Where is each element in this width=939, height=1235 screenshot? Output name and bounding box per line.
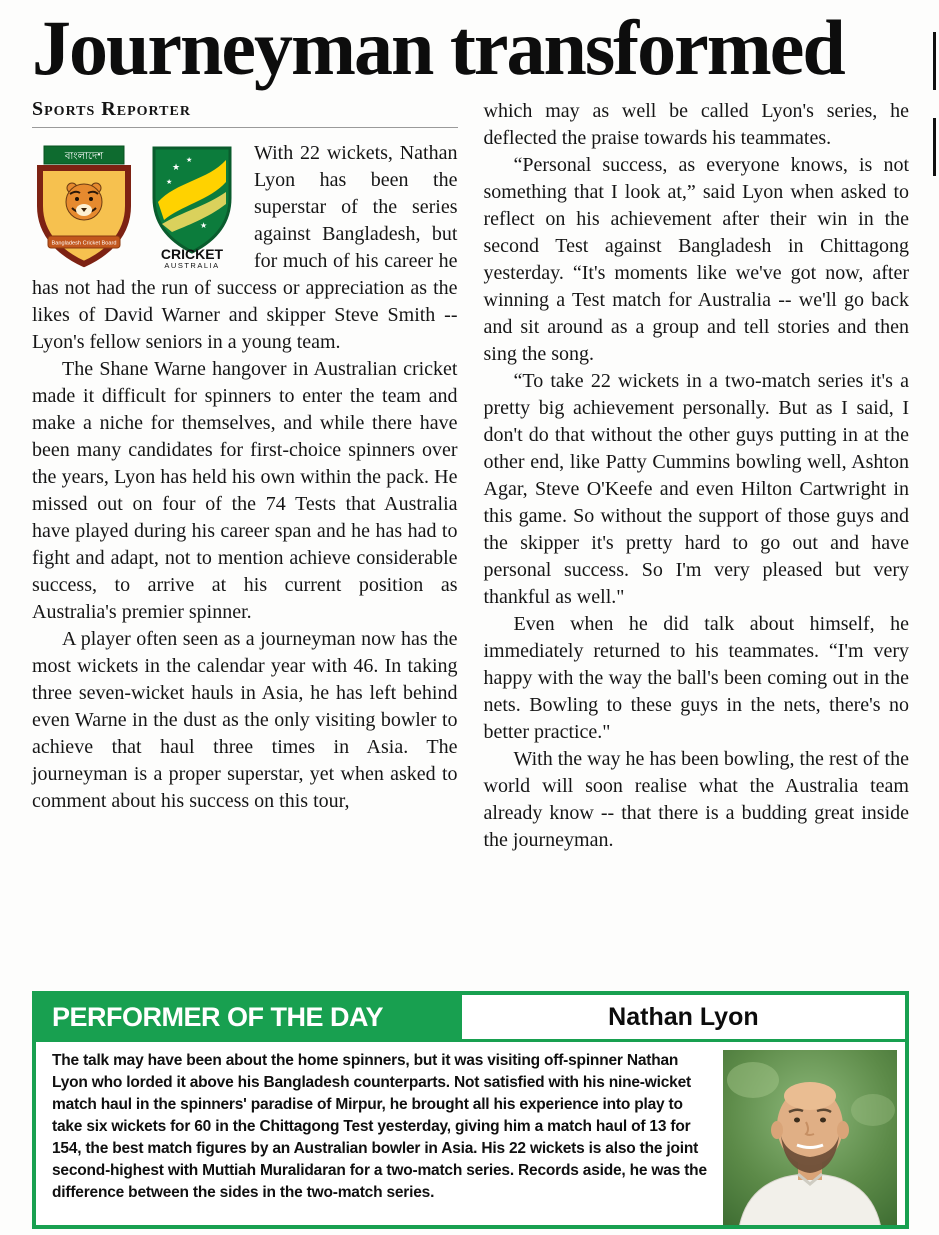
byline: Sports Reporter xyxy=(32,98,458,128)
page-title: Journeyman transformed xyxy=(32,4,844,91)
article-column-2 xyxy=(484,98,910,854)
article-body xyxy=(32,98,909,854)
article-column-1 xyxy=(32,98,458,854)
page-edge-rule-top xyxy=(933,32,936,90)
performer-box-title: PERFORMER OF THE DAY xyxy=(36,995,462,1039)
ca-wordmark-sub: AUSTRALIA xyxy=(164,261,220,271)
nathan-lyon-photo xyxy=(723,1050,897,1217)
team-logos xyxy=(32,140,254,274)
article-paragraph: Even when he did talk about himself, he immediately returned to his teammates. “I'm very happy with the way the ball's been coming out in the nets. Bowling to these guys in the nets, there's no better practice." xyxy=(483,613,909,744)
article-paragraph: which may as well be called Lyon's series, he deflected the praise towards his teammates. xyxy=(483,100,909,150)
article-paragraph: “To take 22 wickets in a two-match series it's a pretty big achievement personally. But as I said, I don't do that without the other guys putting in at the other end, like Patty Cummins bowling well, Ashton Agar, Steve O'Keefe and even Hilton Cartwright in this game. So without the support of those guys and the skipper it's pretty hard to go out and have personal success. So I'm very pleased but very thankful as well." xyxy=(483,370,909,609)
ca-wordmark: CRICKET xyxy=(160,246,224,263)
ca-star-1: ★ xyxy=(172,162,181,173)
ca-star-2: ★ xyxy=(186,156,193,165)
ca-star-4: ★ xyxy=(200,221,208,231)
nathan-lyon-portrait xyxy=(723,1050,897,1228)
article-paragraph: “Personal success, as everyone knows, is not something that I look at,” said Lyon when asked to reflect on his achievement after their win in the second Test against Bangladesh in Chittagong yesterday. “It's moments like we've got now, after winning a Test match for Australia -- we'll go back and sit around as a group and tell stories and then sing the song. xyxy=(483,154,909,366)
bangladesh-cricket-board-logo xyxy=(32,144,136,270)
article-paragraph: A player often seen as a journeyman now has the most wickets in the calendar year with 46. In taking three seven-wicket hauls in Asia, he has left behind even Warne in the dust as the only visiting bowler to achieve that haul three times in Asia. The journeyman is a proper superstar, yet when asked to comment about his success on this tour, xyxy=(32,628,458,813)
performer-box-header xyxy=(36,995,905,1042)
article-paragraph: The Shane Warne hangover in Australian cricket made it difficult for spinners to enter the team and make a niche for themselves, and while there have been many candidates for first-choice spinners over the years, Lyon has held his own within the pack. He missed out on four of the 74 Tests that Australia have played during his career span and he has had to fight and adapt, not to mention achieve considerable success, to arrive at his current position as Australia's premier spinner. xyxy=(32,358,458,624)
performer-summary: The talk may have been about the home spinners, but it was visiting off-spinner Nathan Lyon who lorded it above his Bangladesh counterparts. Not satisfied with his nine-wicket match haul in the spinners' paradise of Mirpur, he brought all his experience into play to take six wickets for 60 in the Chittagong Test yesterday, giving him a match haul of 13 for 154, the best match figures by an Australian bowler in Asia. His 22 wickets is also the joint second-highest with Muttiah Muralidaran for a two-match series. Records aside, he was the difference between the sides in the two-match series. xyxy=(52,1052,707,1201)
ca-star-3: ★ xyxy=(166,178,173,187)
performer-of-the-day-box xyxy=(32,991,909,1229)
performer-box-body xyxy=(36,1042,905,1225)
page-edge-rule-column xyxy=(933,118,936,176)
cricket-australia-logo xyxy=(142,144,242,270)
article-paragraph: With the way he has been bowling, the rest of the world will soon realise what the Australia team already know -- that there is a budding great inside the journeyman. xyxy=(483,748,909,852)
bcb-ribbon-text: Bangladesh Cricket Board xyxy=(51,240,117,247)
bcb-banner-text: বাংলাদেশ xyxy=(64,151,104,163)
article-paragraph: With 22 wickets, Nathan Lyon has been the superstar of the series against Bangladesh, but for much of his career he has not had the run of success or appreciation as the likes of David Warner and skipper Steve Smith -- Lyon's fellow seniors in a young team. xyxy=(32,142,458,354)
performer-player-name: Nathan Lyon xyxy=(462,995,905,1039)
